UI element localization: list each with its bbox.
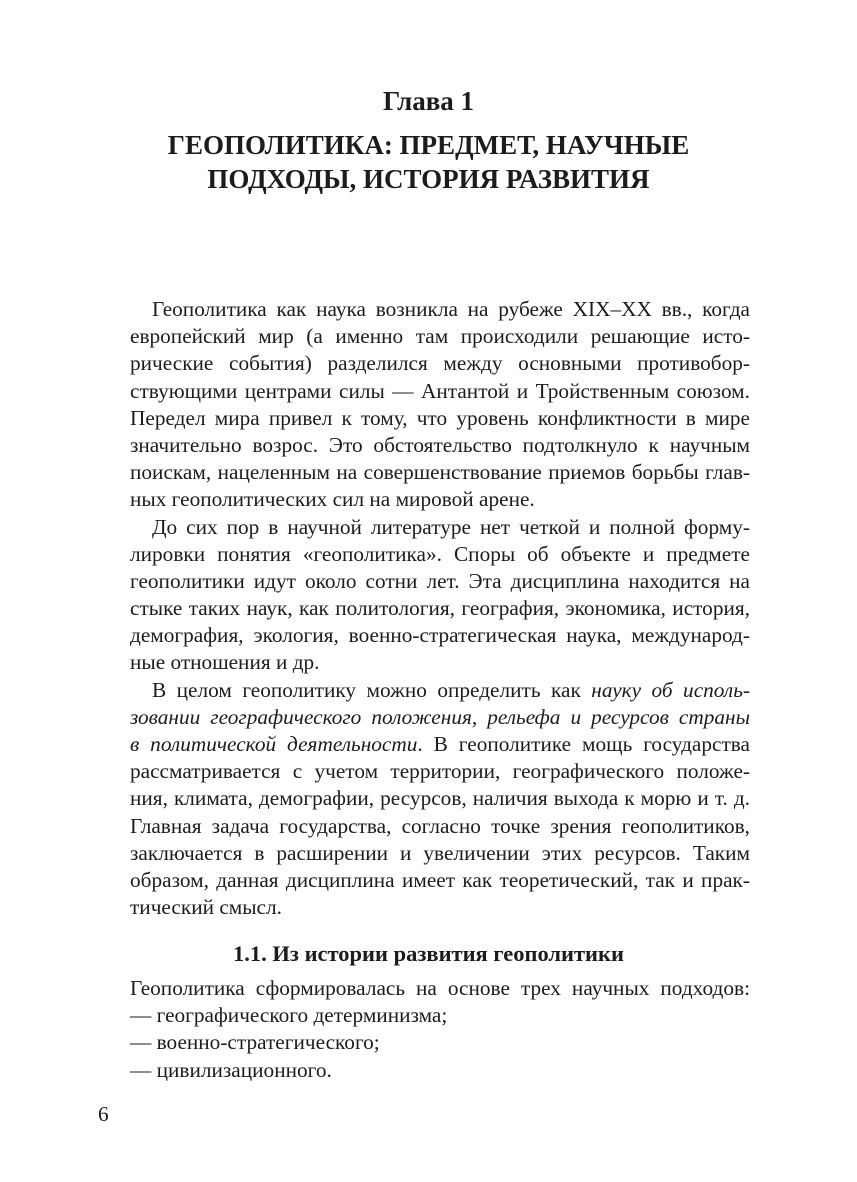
section-intro: Геополитика сформировалась на основе трех научных подходов:	[130, 976, 750, 1000]
list-item: — военно-стратегического;	[130, 1030, 380, 1055]
paragraph-3-line	[130, 704, 750, 731]
paragraph-2-line: До сих пор в научной литературе нет четкой и полной форму-	[152, 514, 750, 539]
chapter-title-line: ПОДХОДЫ, ИСТОРИЯ РАЗВИТИЯ	[207, 164, 650, 194]
paragraph-3-line: заключается в расширении и увеличении этих ресурсов. Таким	[130, 840, 750, 865]
chapter-title-line: ГЕОПОЛИТИКА: ПРЕДМЕТ, НАУЧНЫЕ	[167, 130, 690, 160]
paragraph-1-line: ных геополитических сил на мировой арене.	[130, 487, 535, 512]
page-number: 6	[98, 1102, 109, 1126]
paragraph-3-line	[130, 731, 750, 758]
paragraph-3-line: рассматривается с учетом территории, географического положе-	[130, 759, 750, 784]
paragraph-3-text: . В геополитике мощь государства	[417, 732, 750, 756]
paragraph-3-emphasis: в политической деятельности	[130, 732, 418, 756]
paragraph-3-emphasis: науку об исполь-	[591, 677, 750, 702]
paragraph-3-line	[130, 677, 750, 704]
paragraph-2-line: стыке таких наук, как политология, география, экономика, история,	[130, 596, 750, 621]
paragraph-3-line: ния, климата, демографии, ресурсов, наличия выхода к морю и т. д.	[130, 786, 750, 811]
paragraph-3-line: образом, данная дисциплина имеет как теоретический, так и прак-	[130, 867, 750, 892]
paragraph-1-line: значительно возрос. Это обстоятельство подтолкнуло к научным	[130, 432, 750, 457]
chapter-label: Глава 1	[382, 86, 475, 116]
list-item: — географического детерминизма;	[130, 1003, 448, 1028]
chapter-title	[0, 128, 857, 196]
paragraph-1-line: рические события) разделился между основными противобор-	[130, 351, 750, 376]
paragraph-1-line: Геополитика как наука возникла на рубеже XIX–XX вв., когда	[152, 297, 750, 321]
body-text	[130, 296, 750, 921]
paragraph-1-line: европейский мир (а именно там происходили решающие исто-	[130, 324, 750, 349]
paragraph-1-line: ствующими центрами силы — Антантой и Тройственным союзом.	[130, 378, 750, 403]
paragraph-2-line: ные отношения и др.	[130, 650, 320, 675]
paragraph-3-line: тический смысл.	[130, 895, 282, 920]
list-item: — цивилизационного.	[130, 1057, 332, 1082]
paragraph-3-emphasis: зовании географического положения, рельефа и ресурсов страны	[130, 704, 750, 729]
paragraph-2-line: демография, экология, военно-стратегическая наука, международ-	[130, 623, 750, 648]
paragraph-3-line: Главная задача государства, согласно точке зрения геополитиков,	[130, 813, 750, 838]
paragraph-1-line: поискам, нацеленным на совершенствование приемов борьбы глав-	[130, 460, 750, 485]
section-heading: 1.1. Из истории развития геополитики	[233, 941, 624, 966]
paragraph-2-line: лировки понятия «геополитика». Споры об объекте и предмете	[130, 541, 750, 566]
paragraph-2-line: геополитики идут около сотни лет. Эта дисциплина находится на	[130, 568, 750, 593]
approaches-list	[130, 975, 750, 1084]
paragraph-1-line: Передел мира привел к тому, что уровень конфликтности в мире	[130, 405, 750, 430]
paragraph-3-text: В целом геополитику можно определить как	[152, 677, 592, 702]
